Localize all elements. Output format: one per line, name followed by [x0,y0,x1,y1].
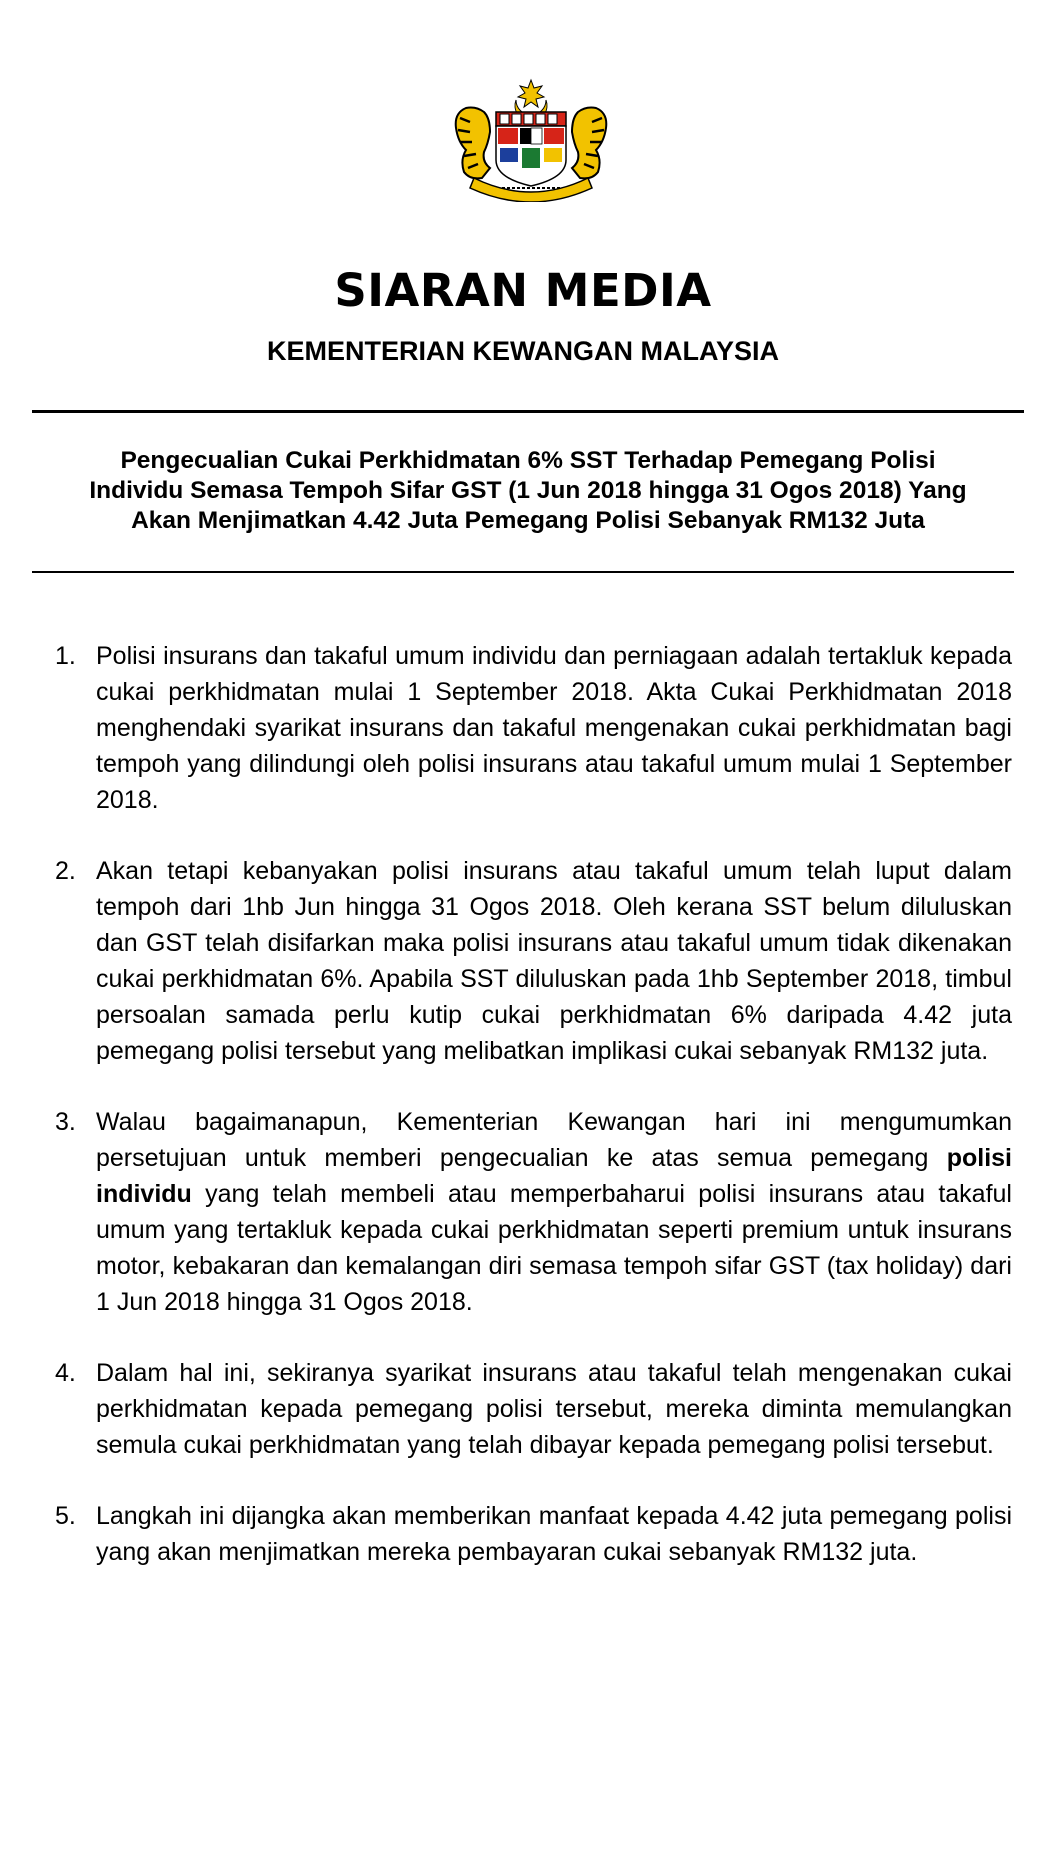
ministry-name: KEMENTERIAN KEWANGAN MALAYSIA [266,336,780,366]
headline-line-3: Akan Menjimatkan 4.42 Juta Pemegang Polisi Sebanyak RM132 Juta [131,507,925,534]
paragraph-number: 1. [55,642,76,670]
paragraph-text [96,1104,1012,1320]
press-release-headline [34,446,1022,536]
page-title: SIARAN MEDIA [334,264,712,317]
coat-of-arms-icon [446,78,616,202]
paragraph-text-bold: polisi individu [96,1144,1012,1208]
paragraph-text: Polisi insurans dan takaful umum individu dan perniagaan adalah tertakluk kepada cukai perkhidmatan mulai 1 September 2018. Akta Cukai Perkhidmatan 2018 menghendaki syarikat insurans dan takaful mengenakan cukai perkhidmatan bagi tempoh yang dilindungi oleh polisi insurans atau takaful umum mulai 1 September 2018. [96,642,1012,814]
paragraph-2 [50,853,1012,1069]
headline-divider [32,571,1014,573]
paragraph-text: Langkah ini dijangka akan memberikan manfaat kepada 4.42 juta pemegang polisi yang akan menjimatkan mereka pembayaran cukai sebanyak RM132 juta. [96,1502,1012,1566]
paragraph-1 [50,638,1012,818]
headline-line-1: Pengecualian Cukai Perkhidmatan 6% SST Terhadap Pemegang Polisi [120,447,936,474]
headline-line-2: Individu Semasa Tempoh Sifar GST (1 Jun 2018 hingga 31 Ogos 2018) Yang [89,477,967,504]
body-paragraphs [50,638,1012,1605]
paragraph-number: 2. [55,857,76,885]
paragraph-number: 4. [55,1359,76,1387]
paragraph-5 [50,1498,1012,1570]
paragraph-text-part: yang telah membeli atau memperbaharui polisi insurans atau takaful umum yang tertakluk kepada cukai perkhidmatan seperti premium untuk insurans motor, kebakaran dan kemalangan diri semasa tempoh sifar GST (tax holiday) dari 1 Jun 2018 hingga 31 Ogos 2018. [96,1180,1012,1316]
paragraph-text: Akan tetapi kebanyakan polisi insurans atau takaful umum telah luput dalam tempoh dari 1hb Jun hingga 31 Ogos 2018. Oleh kerana SST belum diluluskan dan GST telah disifarkan maka polisi insurans atau takaful umum tidak dikenakan cukai perkhidmatan 6%. Apabila SST diluluskan pada 1hb September 2018, timbul persoalan samada perlu kutip cukai perkhidmatan 6% daripada 4.42 juta pemegang polisi tersebut yang melibatkan implikasi cukai sebanyak RM132 juta. [96,857,1012,1065]
paragraph-3 [50,1104,1012,1320]
paragraph-number: 3. [55,1108,76,1136]
paragraph-text: Dalam hal ini, sekiranya syarikat insurans atau takaful telah mengenakan cukai perkhidmatan kepada pemegang polisi tersebut, mereka diminta memulangkan semula cukai perkhidmatan yang telah dibayar kepada pemegang polisi tersebut. [96,1359,1012,1459]
header-divider [32,410,1024,413]
paragraph-text-part: Walau bagaimanapun, Kementerian Kewangan hari ini mengumumkan persetujuan untuk memberi pengecualian ke atas semua pemegang [96,1108,1012,1172]
paragraph-4 [50,1355,1012,1463]
paragraph-number: 5. [55,1502,76,1530]
